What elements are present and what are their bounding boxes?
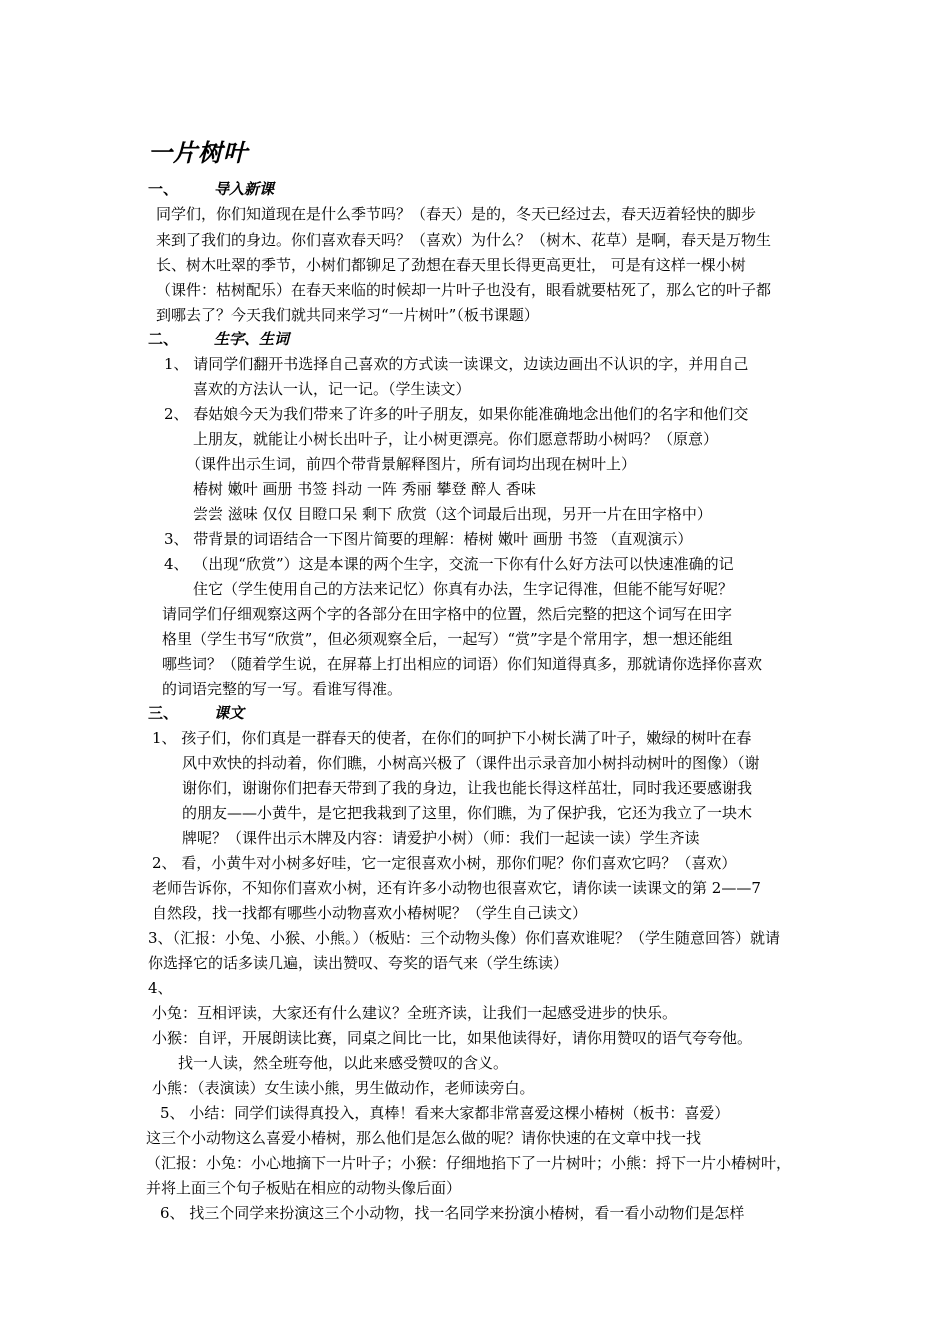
list-item-continuation: 牌呢？（课件出示木牌及内容：请爱护小树）（师：我们一起读一读）学生齐读 (182, 829, 700, 847)
section-heading-vocab (148, 330, 289, 348)
section-heading-intro (148, 180, 274, 198)
list-item-continuation: 喜欢的方法认一认，记一记。（学生读文） (193, 380, 471, 398)
list-item: 3、 带背景的词语结合一下图片简要的理解：椿树 嫩叶 画册 书签 （直观演示） (164, 530, 693, 548)
list-item: 2、 看，小黄牛对小树多好哇，它一定很喜欢小树，那你们呢？你们喜欢它吗？（喜欢） (152, 854, 737, 872)
list-item: 4、 (148, 979, 173, 997)
section-title: 生字、生词 (214, 330, 290, 348)
section-number: 三、 (148, 704, 179, 722)
section-number: 一、 (148, 180, 179, 198)
list-item: 4、 （出现“欣赏”）这是本课的两个生字，交流一下你有什么好方法可以快速准确的记 (164, 555, 734, 573)
paragraph-line: 老师告诉你，不知你们喜欢小树，还有许多小动物也很喜欢它，请你读一读课文的第 2——7 (152, 879, 761, 897)
paragraph-line: 这三个小动物这么喜爱小椿树，那么他们是怎么做的呢？请你快速的在文章中找一找 (146, 1129, 702, 1147)
paragraph-line: （汇报：小兔：小心地摘下一片叶子；小猴：仔细地掐下了一片树叶；小熊：捋下一片小椿树叶， (146, 1154, 792, 1172)
vocab-row: 尝尝 滋味 仅仅 目瞪口呆 剩下 欣赏（这个词最后出现，另开一片在田字格中） (193, 505, 712, 523)
paragraph-line: 并将上面三个句子板贴在相应的动物头像后面） (146, 1179, 462, 1197)
paragraph-line: 小兔：互相评读，大家还有什么建议？全班齐读，让我们一起感受进步的快乐。 (152, 1004, 678, 1022)
list-item: 1、 请同学们翻开书选择自己喜欢的方式读一读课文，边读边画出不认识的字，并用自己 (164, 355, 749, 373)
document-title: 一片树叶 (148, 138, 248, 167)
list-item: 1、 孩子们，你们真是一群春天的使者，在你们的呵护下小树长满了叶子，嫩绿的树叶在春 (152, 729, 752, 747)
paragraph-line: 来到了我们的身边。你们喜欢春天吗？（喜欢）为什么？（树木、花草）是啊，春天是万物生 (156, 231, 772, 249)
paragraph-line: 长、树木吐翠的季节，小树们都铆足了劲想在春天里长得更高更壮， 可是有这样一棵小树 (156, 256, 746, 274)
list-item-continuation: 住它（学生使用自己的方法来记忆）你真有办法，生字记得准，但能不能写好呢？ (193, 580, 734, 598)
paragraph-line: （课件：枯树配乐）在春天来临的时候却一片叶子也没有，眼看就要枯死了，那么它的叶子都 (156, 281, 772, 299)
paragraph-line: 小猴：自评，开展朗读比赛，同桌之间比一比，如果他读得好，请你用赞叹的语气夸夸他。 (152, 1029, 753, 1047)
paragraph-line: 小熊：（表演读）女生读小熊，男生做动作，老师读旁白。 (152, 1079, 535, 1097)
paragraph-line: 自然段，找一找都有哪些小动物喜欢小椿树呢？（学生自己读文） (152, 904, 588, 922)
list-item-continuation: 的朋友——小黄牛，是它把我栽到了这里，你们瞧，为了保护我，它还为我立了一块木 (182, 804, 753, 822)
list-item: 5、 小结：同学们读得真投入，真棒！看来大家都非常喜爱这棵小椿树（板书：喜爱） (160, 1104, 730, 1122)
paragraph-line: 找一人读，然全班夸他，以此来感受赞叹的含义。 (178, 1054, 509, 1072)
section-number: 二、 (148, 330, 179, 348)
list-item-continuation: 风中欢快的抖动着，你们瞧，小树高兴极了（课件出示录音加小树抖动树叶的图像）（谢 (182, 754, 760, 772)
list-item-continuation: （课件出示生词，前四个带背景解释图片，所有词均出现在树叶上） (186, 455, 637, 473)
paragraph-line: 你选择它的话多读几遍，读出赞叹、夸奖的语气来（学生练读） (148, 954, 569, 972)
section-title: 导入新课 (214, 180, 275, 198)
paragraph-line: 同学们，你们知道现在是什么季节吗？（春天）是的，冬天已经过去，春天迈着轻快的脚步 (156, 205, 757, 223)
paragraph-line: 的词语完整的写一写。看谁写得准。 (162, 680, 403, 698)
paragraph-line: 到哪去了？今天我们就共同来学习“一片树叶”（板书课题） (156, 306, 539, 324)
section-heading-text (148, 704, 244, 722)
paragraph-line: 格里（学生书写“欣赏”，但必须观察全后，一起写）“赏”字是个常用字，想一想还能组 (162, 630, 733, 648)
list-item: 3、（汇报：小兔、小猴、小熊。）（板贴：三个动物头像）你们喜欢谁呢？（学生随意回答）就请 (148, 929, 781, 947)
list-item: 6、 找三个同学来扮演这三个小动物，找一名同学来扮演小椿树，看一看小动物们是怎样 (160, 1204, 745, 1222)
vocab-row: 椿树 嫩叶 画册 书签 抖动 一阵 秀丽 攀登 醉人 香味 (193, 480, 536, 498)
paragraph-line: 哪些词？（随着学生说，在屏幕上打出相应的词语）你们知道得真多，那就请你选择你喜欢 (162, 655, 763, 673)
list-item: 2、 春姑娘今天为我们带来了许多的叶子朋友，如果你能准确地念出他们的名字和他们交 (164, 405, 749, 423)
paragraph-line: 请同学们仔细观察这两个字的各部分在田字格中的位置，然后完整的把这个词写在田字 (162, 605, 733, 623)
list-item-continuation: 上朋友，就能让小树长出叶子，让小树更漂亮。你们愿意帮助小树吗？（原意） (193, 430, 719, 448)
section-title: 课文 (214, 704, 245, 722)
list-item-continuation: 谢你们，谢谢你们把春天带到了我的身边，让我也能长得这样茁壮，同时我还要感谢我 (182, 779, 753, 797)
